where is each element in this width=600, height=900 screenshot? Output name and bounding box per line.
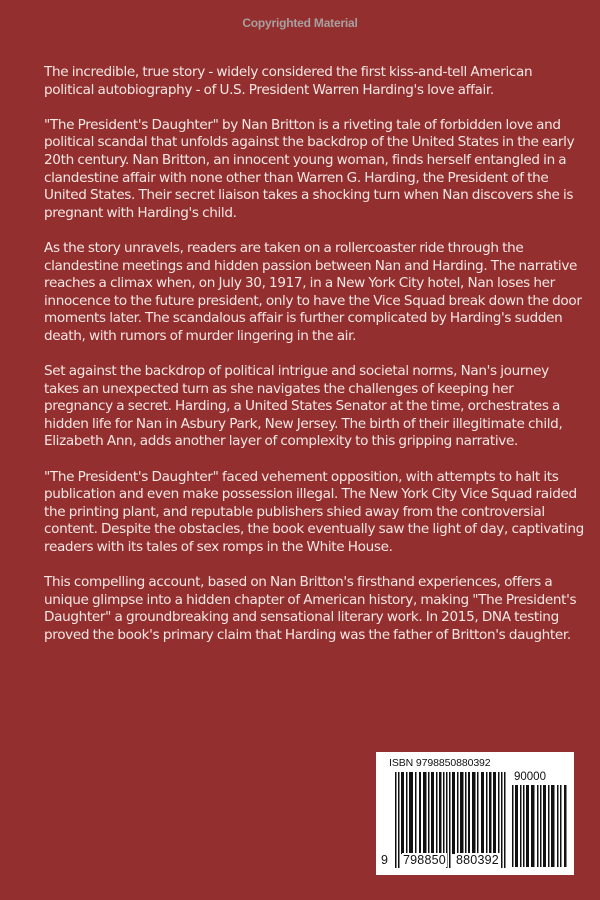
blurb-paragraph: "The President's Daughter" by Nan Britton is a riveting tale of forbidden love and political scandal that unfolds against the backdrop of the United States in the early 20th century. Nan Britton, an innocent young woman, finds herself entangled in a clandestine affair with none other than Warren G. Harding, the President of the United States. Their secret liaison takes a shocking turn when Nan discovers she is pregnant with Harding's child. xyxy=(44,116,575,221)
barcode-right-digits: 880392 xyxy=(456,853,499,867)
blurb-paragraph: The incredible, true story - widely considered the first kiss-and-tell American political autobiography - of U.S. President Warren Harding's love affair. xyxy=(44,64,533,98)
copyright-watermark: Copyrighted Material xyxy=(242,16,358,30)
blurb-paragraph: "The President's Daughter" faced vehement opposition, with attempts to halt its publication and even make possession illegal. The New York City Vice Squad raided the printing plant, and reputable publishers shied away from the controversial content. Despite the obstacles, the book eventually saw the light of day, captivating readers with its tales of sex romps in the White House. xyxy=(44,468,584,556)
isbn-label: ISBN 9798850880392 xyxy=(389,757,491,769)
blurb-paragraph: This compelling account, based on Nan Britton's firsthand experiences, offers a unique glimpse into a hidden chapter of American history, making "The President's Daughter" a groundbreaking and sensational literary work. In 2015, DNA testing proved the book's primary claim that Harding was the father of Britton's daughter. xyxy=(44,574,577,643)
blurb-paragraph: As the story unravels, readers are taken on a rollercoaster ride through the clandestine meetings and hidden passion between Nan and Harding. The narrative reaches a climax when, on July 30, 1917, in a New York City hotel, Nan loses her innocence to the future president, only to have the Vice Squad break down the door moments later. The scandalous affair is further complicated by Harding's sudden death, with rumors of murder lingering in the air. xyxy=(44,239,582,344)
book-blurb xyxy=(44,64,584,662)
blurb-paragraph: Set against the backdrop of political intrigue and societal norms, Nan's journey takes an unexpected turn as she navigates the challenges of keeping her pregnancy a secret. Harding, a United States Senator at the time, orchestrates a hidden life for Nan in Asbury Park, New Jersey. The birth of their illegitimate child, Elizabeth Ann, adds another layer of complexity to this gripping narrative. xyxy=(44,363,563,450)
isbn-barcode xyxy=(376,752,574,875)
price-code-label: 90000 xyxy=(514,771,546,783)
barcode-left-digits: 798850 xyxy=(403,853,446,867)
price-addon-bars-icon xyxy=(512,785,568,867)
barcode-lead-digit: 9 xyxy=(381,853,388,867)
